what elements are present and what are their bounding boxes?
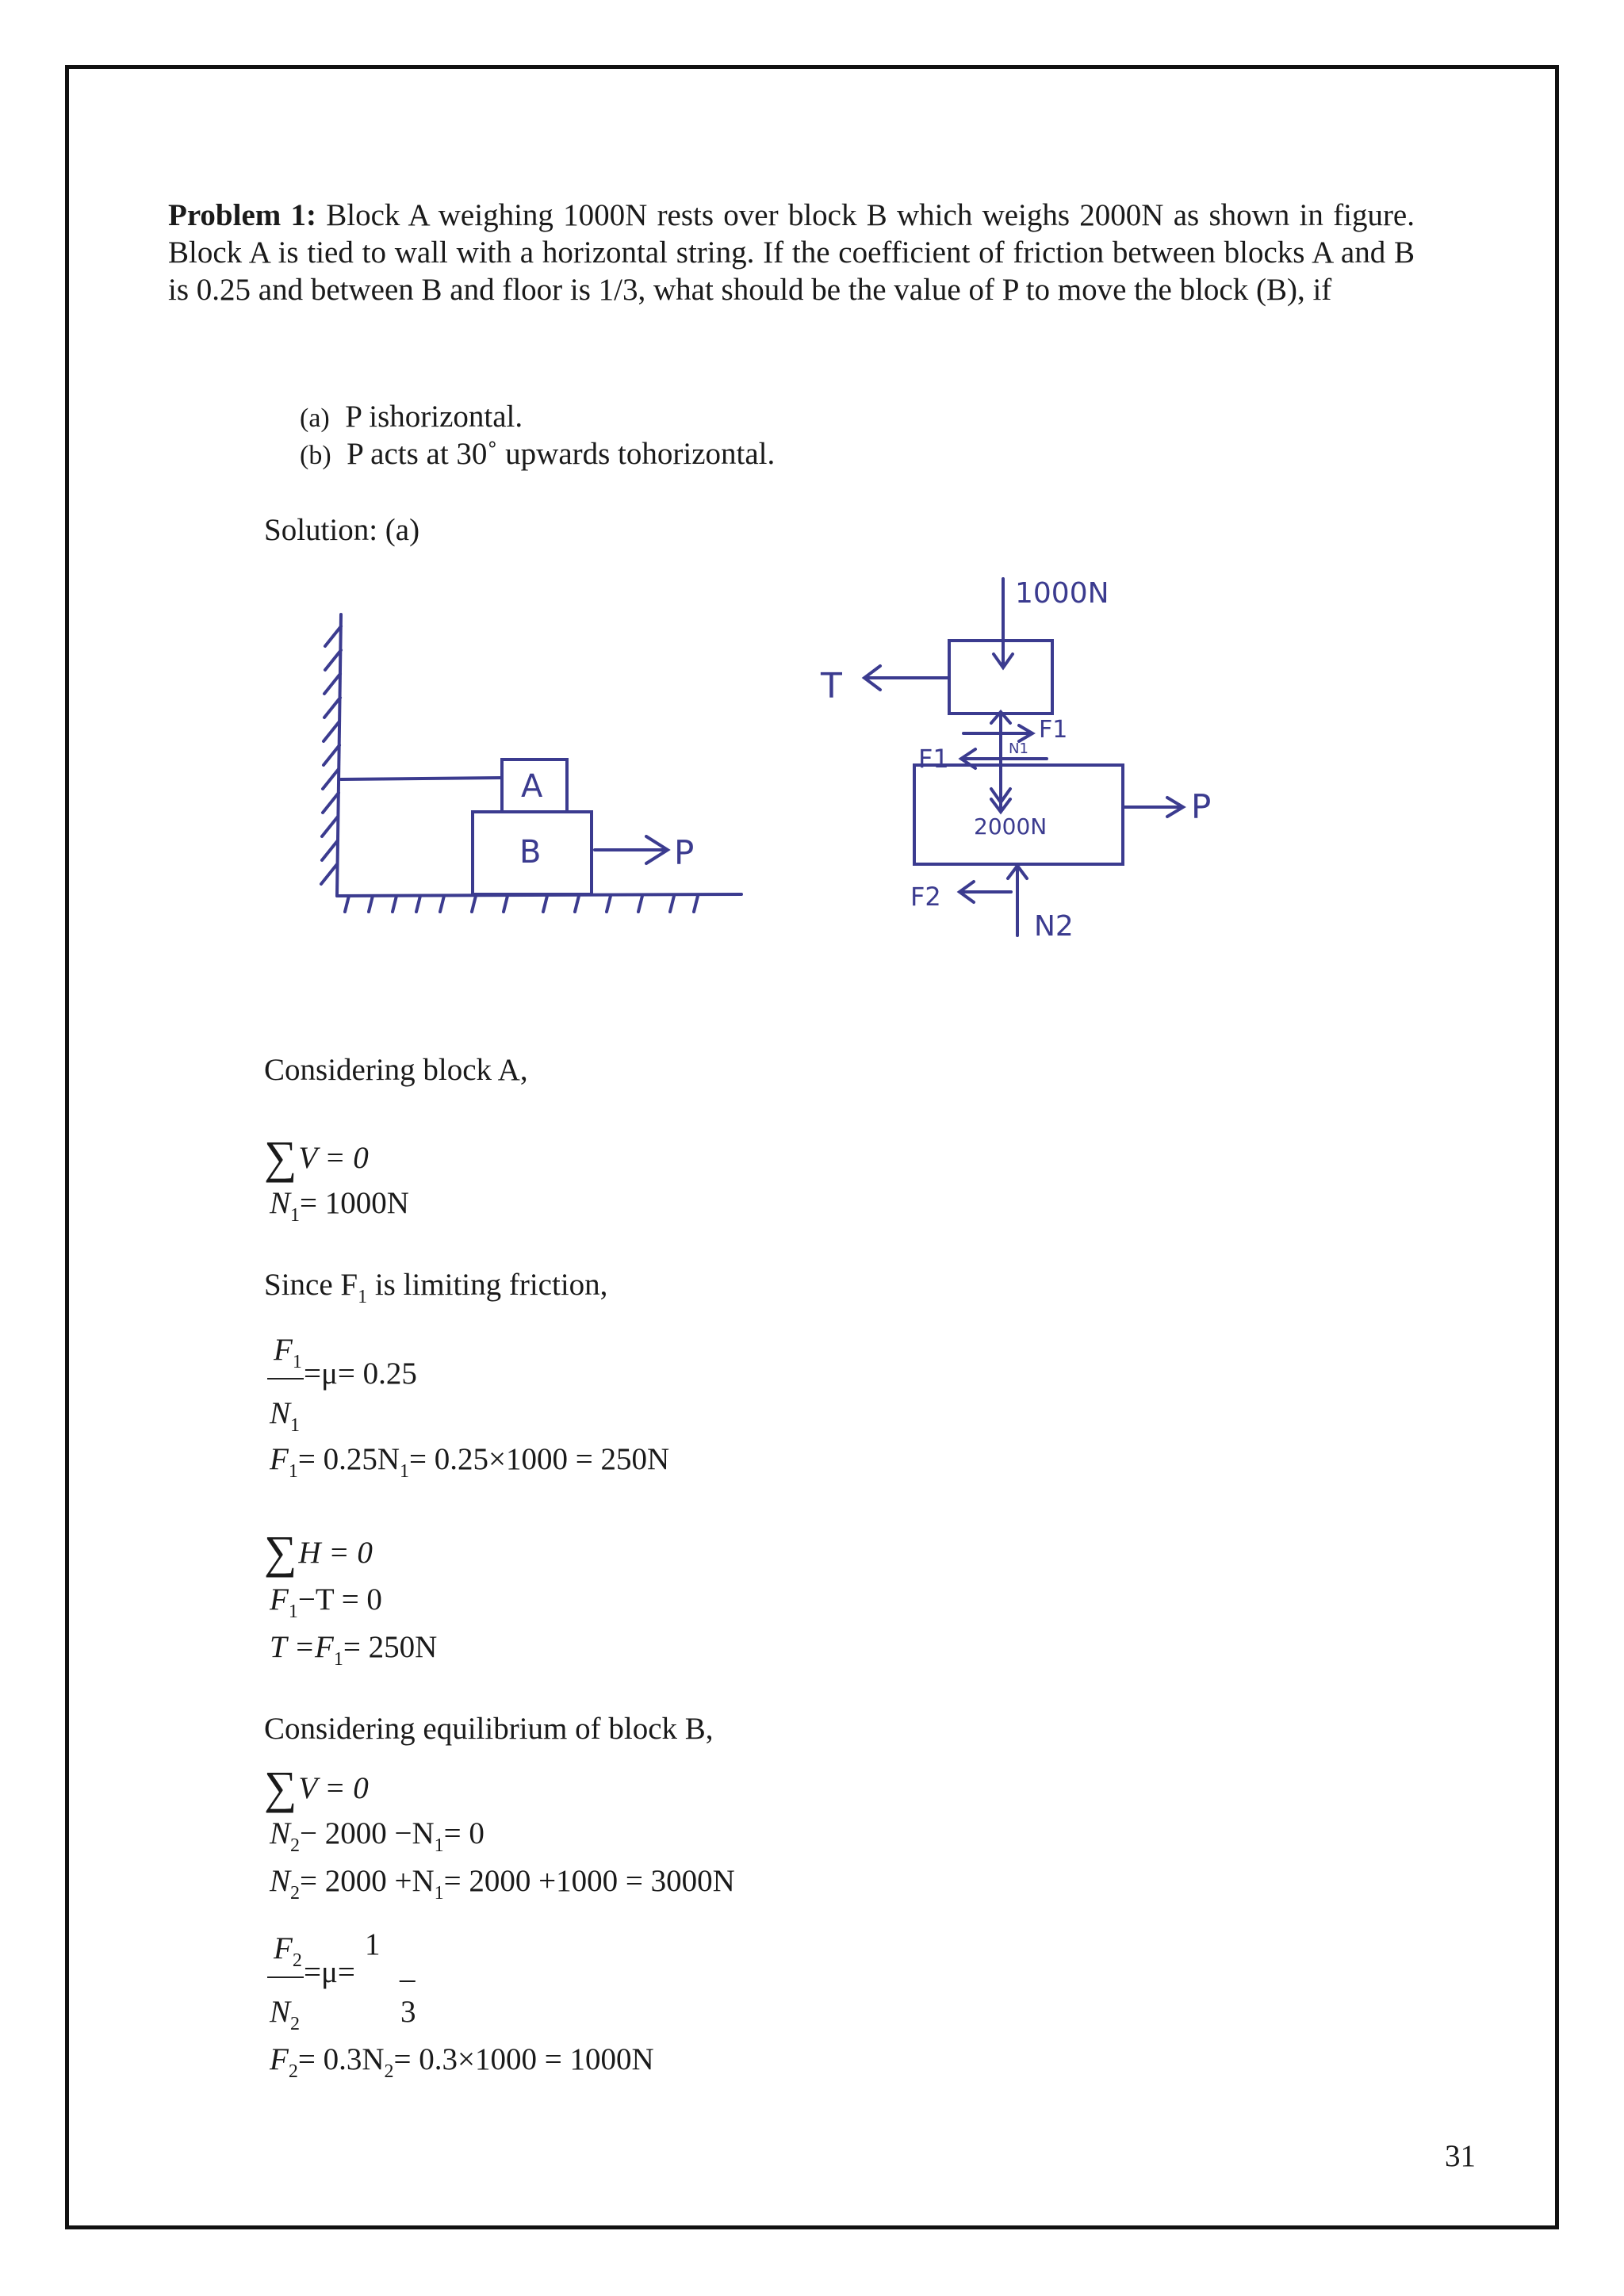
sigma-symbol: ∑ <box>264 1131 297 1183</box>
subscript: 2 <box>292 1950 302 1971</box>
sigma-symbol: ∑ <box>264 1526 297 1578</box>
label-force-p-left: P <box>674 833 695 872</box>
symbol-f: F <box>274 1931 293 1965</box>
f1-right-arrow <box>963 725 1032 741</box>
label-load-b: 2000N <box>974 813 1048 840</box>
subscript: 2 <box>290 1835 301 1856</box>
label-f1-right: F1 <box>1039 716 1068 744</box>
eq-ratio1-num <box>274 1332 302 1372</box>
eq-ratio2-dash: _ <box>400 1951 416 1985</box>
subscript: 1 <box>292 1352 302 1372</box>
eq-ratio2-denval: 3 <box>400 1995 416 2029</box>
figure <box>0 0 1624 1031</box>
eq-f1-text: = 0.25N <box>297 1442 400 1476</box>
subscript: 1 <box>400 1461 409 1482</box>
subscript: 2 <box>288 2061 298 2082</box>
subscript: 2 <box>290 1883 301 1904</box>
fbd-force-p-arrow <box>1123 798 1183 817</box>
eq-t-text: T =F <box>270 1630 334 1664</box>
subscript: 2 <box>290 2014 301 2034</box>
force-p-arrow <box>595 836 668 863</box>
problem-text: Block A weighing 1000N rests over block B which weighs 2000N as shown in figure. Block A is tied to wall with a horizontal string. If the coefficient of friction between blocks A and B is 0.25 and between B and floor is 1/3, what should be the value of P to move the block (B), if <box>168 198 1415 307</box>
f2-arrow <box>959 882 1011 902</box>
load-a-arrow <box>994 579 1013 668</box>
eq-n2b <box>270 1863 735 1904</box>
option-a-text: P ishorizontal. <box>345 400 523 434</box>
eq-sum-v2 <box>264 1756 369 1813</box>
eq-f2-text-b: = 0.3×1000 = 1000N <box>393 2042 654 2076</box>
eq-n2b-text-b: = 2000 +1000 = 3000N <box>443 1864 735 1898</box>
subscript: 2 <box>384 2061 394 2082</box>
label-block-a: A <box>521 768 543 805</box>
eq-f2-text: = 0.3N <box>297 2042 385 2076</box>
eq-f1t-text: −T = 0 <box>297 1582 382 1617</box>
subscript: 1 <box>290 1415 301 1436</box>
label-f1-left: F1 <box>918 744 949 774</box>
eq-n2a-text: − 2000 −N <box>300 1816 435 1850</box>
eq-f2 <box>270 2042 654 2082</box>
eq-t <box>270 1629 438 1670</box>
sigma-symbol: ∑ <box>264 1762 297 1813</box>
n2-arrow <box>1008 866 1027 936</box>
label-tension: T <box>821 666 842 706</box>
problem-label: Problem 1: <box>168 198 316 232</box>
eq-n2a <box>270 1816 485 1856</box>
symbol-f: F <box>270 1442 289 1476</box>
symbol-n: N <box>270 1995 291 2029</box>
eq-ratio2-numval: 1 <box>365 1927 381 1961</box>
step-since-f1 <box>264 1267 608 1307</box>
step-considering-b: Considering equilibrium of block B, <box>264 1712 714 1746</box>
eq-sum-h-text: H = 0 <box>298 1536 373 1570</box>
eq-t-text-b: = 250N <box>343 1630 438 1664</box>
fraction-bar-1 <box>267 1378 304 1380</box>
subscript: 1 <box>288 1601 298 1622</box>
subscript: 1 <box>434 1835 444 1856</box>
symbol-n: N <box>270 1864 291 1898</box>
eq-n2a-text-b: = 0 <box>443 1816 485 1850</box>
option-b-marker: (b) <box>300 441 331 470</box>
label-load-a: 1000N <box>1015 577 1109 610</box>
symbol-n: N <box>270 1186 291 1220</box>
subscript: 1 <box>288 1461 298 1482</box>
eq-n2b-text: = 2000 +N <box>300 1864 435 1898</box>
tension-arrow <box>864 666 949 690</box>
eq-f1-text-b: = 0.25×1000 = 250N <box>409 1442 670 1476</box>
symbol-f: F <box>274 1333 293 1367</box>
eq-f1t <box>270 1582 382 1622</box>
fbd-block-a <box>949 641 1052 714</box>
solution-heading: Solution: (a) <box>264 513 420 547</box>
option-b-text: P acts at 30˚ upwards tohorizontal. <box>347 437 776 471</box>
subscript: 1 <box>333 1649 343 1670</box>
label-n2: N2 <box>1034 910 1074 943</box>
eq-n1 <box>270 1185 409 1226</box>
floor-hatching <box>345 896 698 912</box>
since-f1-sub: 1 <box>358 1287 368 1307</box>
label-f2: F2 <box>910 882 941 912</box>
since-f1-pre: Since F <box>264 1268 358 1302</box>
eq-ratio1: =μ= 0.25 <box>304 1357 417 1391</box>
label-n1: N1 <box>1009 740 1028 757</box>
eq-ratio2: =μ= <box>304 1955 355 1989</box>
since-f1-post: is limiting friction, <box>367 1268 608 1302</box>
label-force-p-fbd: P <box>1191 787 1212 826</box>
eq-ratio2-den <box>270 1994 301 2034</box>
eq-f1 <box>270 1441 670 1482</box>
label-block-b: B <box>519 834 542 871</box>
eq-sum-v-text: V = 0 <box>298 1141 369 1175</box>
eq-n1-text: = 1000N <box>300 1186 409 1220</box>
symbol-n: N <box>270 1816 291 1850</box>
eq-sum-v2-text: V = 0 <box>298 1771 369 1805</box>
symbol-f: F <box>270 2042 289 2076</box>
eq-sum-v <box>264 1126 369 1183</box>
eq-sum-h <box>264 1521 373 1578</box>
step-considering-a: Considering block A, <box>264 1053 528 1087</box>
fraction-bar-2 <box>267 1976 304 1978</box>
page-number: 31 <box>1445 2139 1476 2173</box>
symbol-f: F <box>270 1582 289 1617</box>
eq-ratio1-den <box>270 1395 301 1436</box>
subscript: 1 <box>434 1883 444 1904</box>
subscript: 1 <box>290 1205 301 1226</box>
string-line <box>341 778 502 779</box>
option-a-marker: (a) <box>300 404 330 433</box>
symbol-n: N <box>270 1396 291 1430</box>
eq-ratio2-num <box>274 1931 302 1971</box>
